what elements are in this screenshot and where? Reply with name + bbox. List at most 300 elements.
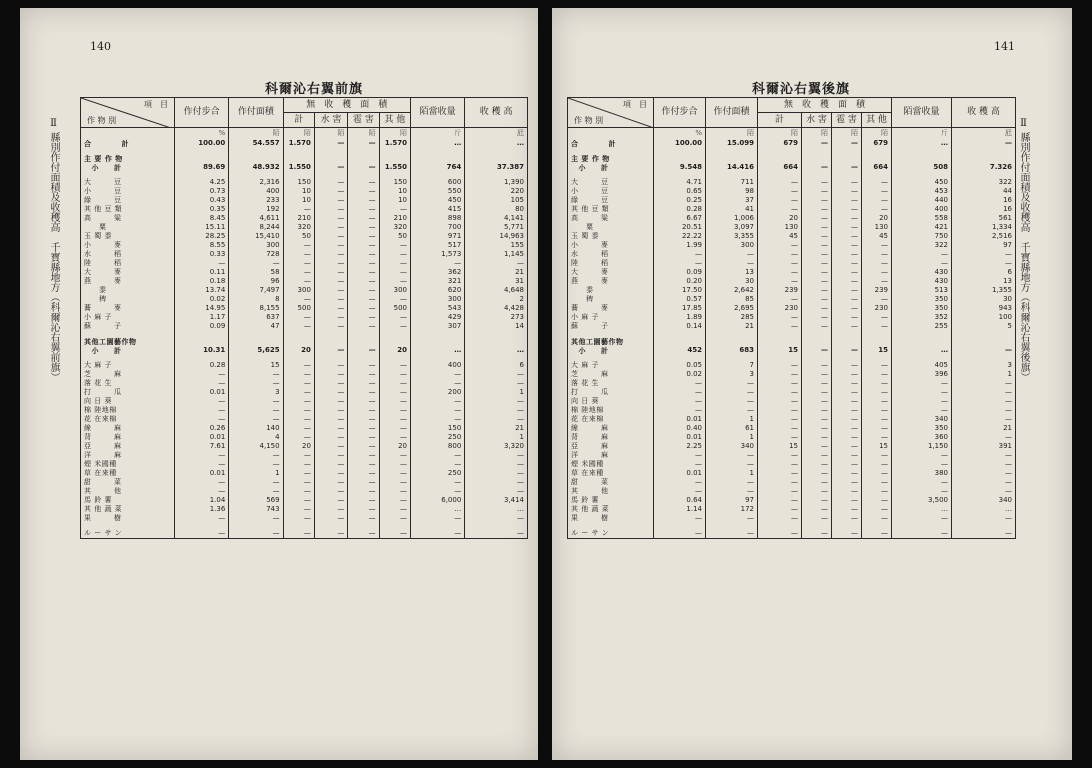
cell-crop: 6 xyxy=(465,361,528,370)
cell-crop: 100 xyxy=(952,313,1016,322)
row-label: 陸 稻 xyxy=(81,259,175,268)
cell-crop: 273 xyxy=(465,313,528,322)
cell-hail xyxy=(832,154,862,163)
table-row xyxy=(568,346,1016,355)
cell-flood: — xyxy=(314,505,347,514)
cell-flood: — xyxy=(314,415,347,424)
cell-total: — xyxy=(283,259,314,268)
cell-total: — xyxy=(758,178,802,187)
row-label: 小 計 xyxy=(81,346,175,355)
row-label: 大 豆 xyxy=(81,178,175,187)
cell-flood: — xyxy=(802,433,832,442)
cell-area: 7,497 xyxy=(229,286,283,295)
cell-hail: — xyxy=(348,214,379,223)
row-label: 背 麻 xyxy=(81,433,175,442)
cell-total: — xyxy=(758,529,802,539)
row-label: 粟 xyxy=(81,223,175,232)
cell-yield-per: — xyxy=(410,478,464,487)
cell-yield-per: 517 xyxy=(410,241,464,250)
cell-pct: 0.35 xyxy=(174,205,228,214)
row-label: 草 在來種 xyxy=(568,469,654,478)
cell-crop xyxy=(465,337,528,346)
cell-area: 47 xyxy=(229,322,283,331)
cell-area: 8 xyxy=(229,295,283,304)
cell-pct: 20.51 xyxy=(654,223,706,232)
table-row xyxy=(81,205,528,214)
cell-area: — xyxy=(229,259,283,268)
row-label: 合 計 xyxy=(568,139,654,148)
cell-area: 400 xyxy=(229,187,283,196)
header-total: 計 xyxy=(283,113,314,128)
cell-hail xyxy=(348,154,379,163)
cell-crop: … xyxy=(952,505,1016,514)
row-label: 花 在來棉 xyxy=(81,415,175,424)
cell-yield-per xyxy=(892,337,952,346)
header-flood: 水 害 xyxy=(314,113,347,128)
row-label: 合 計 xyxy=(81,139,175,148)
cell-area: 192 xyxy=(229,205,283,214)
cell-yield-per: 255 xyxy=(892,322,952,331)
cell-area: 743 xyxy=(229,505,283,514)
cell-pct: — xyxy=(174,451,228,460)
table-row xyxy=(568,361,1016,370)
cell-total: 20 xyxy=(283,442,314,451)
table-row xyxy=(568,442,1016,451)
cell-total: — xyxy=(758,370,802,379)
cell-crop: 21 xyxy=(952,424,1016,433)
cell-area: — xyxy=(229,514,283,523)
cell-other: — xyxy=(379,487,410,496)
header-crop: 收 穫 高 xyxy=(952,98,1016,128)
cell-hail: — xyxy=(832,241,862,250)
row-label: 落 花 生 xyxy=(81,379,175,388)
cell-pct: 0.01 xyxy=(174,433,228,442)
cell-pct: 0.01 xyxy=(174,388,228,397)
cell-flood: — xyxy=(314,451,347,460)
cell-other: — xyxy=(862,424,892,433)
table-row xyxy=(568,163,1016,172)
row-label: 燕 麥 xyxy=(568,277,654,286)
cell-yield-per: 3,500 xyxy=(892,496,952,505)
cell-yield-per: — xyxy=(892,487,952,496)
cell-flood: — xyxy=(314,442,347,451)
row-label: 高 粱 xyxy=(81,214,175,223)
cell-area: — xyxy=(229,487,283,496)
cell-flood: — xyxy=(802,415,832,424)
table-row xyxy=(568,178,1016,187)
cell-area: 172 xyxy=(706,505,758,514)
cell-area: — xyxy=(706,529,758,539)
cell-area: 1 xyxy=(706,469,758,478)
cell-total: — xyxy=(283,415,314,424)
cell-pct: 89.69 xyxy=(174,163,228,172)
cell-pct: — xyxy=(174,529,228,539)
cell-flood: — xyxy=(802,388,832,397)
cell-pct: 8.45 xyxy=(174,214,228,223)
row-label: ル ー サ ン xyxy=(568,529,654,539)
cell-hail: — xyxy=(832,286,862,295)
row-label: 草 在來種 xyxy=(81,469,175,478)
cell-area: 7 xyxy=(706,361,758,370)
cell-hail: — xyxy=(348,361,379,370)
table-row xyxy=(81,397,528,406)
cell-hail: — xyxy=(832,163,862,172)
cell-total: — xyxy=(758,460,802,469)
cell-pct: 1.36 xyxy=(174,505,228,514)
row-label: 水 稻 xyxy=(568,250,654,259)
cell-total: — xyxy=(758,406,802,415)
cell-other: — xyxy=(379,268,410,277)
cell-hail: — xyxy=(832,415,862,424)
cell-crop: 1,355 xyxy=(952,286,1016,295)
cell-pct: 452 xyxy=(654,346,706,355)
cell-total: — xyxy=(758,496,802,505)
table-row xyxy=(568,268,1016,277)
cell-area: — xyxy=(229,379,283,388)
cell-hail: — xyxy=(832,346,862,355)
cell-crop: — xyxy=(952,388,1016,397)
cell-total xyxy=(283,337,314,346)
table-row xyxy=(81,529,528,539)
cell-other: 1.570 xyxy=(379,139,410,148)
cell-flood: — xyxy=(314,478,347,487)
cell-other: 20 xyxy=(862,214,892,223)
row-label: 亞 麻 xyxy=(568,442,654,451)
cell-total: — xyxy=(758,388,802,397)
cell-area: — xyxy=(706,460,758,469)
cell-crop: 1 xyxy=(465,433,528,442)
cell-area: — xyxy=(229,406,283,415)
table-row xyxy=(81,337,528,346)
cell-flood: — xyxy=(802,178,832,187)
row-label: 馬 鈴 薯 xyxy=(81,496,175,505)
unit-row: % 陌 陌 陌 陌 陌 斤 瓩 xyxy=(81,128,528,140)
cell-other: — xyxy=(862,406,892,415)
row-label: 花 在來棉 xyxy=(568,415,654,424)
cell-other: — xyxy=(379,295,410,304)
cell-area: 340 xyxy=(706,442,758,451)
cell-hail: — xyxy=(832,250,862,259)
table-row xyxy=(81,514,528,523)
cell-yield-per: — xyxy=(410,415,464,424)
row-label: 馬 鈴 薯 xyxy=(568,496,654,505)
cell-hail xyxy=(832,337,862,346)
cell-total: 679 xyxy=(758,139,802,148)
cell-crop: — xyxy=(952,346,1016,355)
row-label: 線 麻 xyxy=(568,424,654,433)
cell-area: 4 xyxy=(229,433,283,442)
cell-crop: — xyxy=(952,139,1016,148)
cell-flood: — xyxy=(802,529,832,539)
cell-pct: 0.18 xyxy=(174,277,228,286)
cell-pct: — xyxy=(174,478,228,487)
cell-flood: — xyxy=(802,250,832,259)
cell-other: — xyxy=(379,460,410,469)
cell-pct: 0.14 xyxy=(654,322,706,331)
cell-hail: — xyxy=(832,361,862,370)
cell-other: — xyxy=(862,178,892,187)
cell-flood: — xyxy=(314,388,347,397)
cell-total: — xyxy=(283,268,314,277)
cell-total: 239 xyxy=(758,286,802,295)
cell-total: — xyxy=(758,514,802,523)
cell-yield-per: 1,573 xyxy=(410,250,464,259)
header-pct: 作付步合 xyxy=(654,98,706,128)
cell-hail: — xyxy=(348,424,379,433)
cell-other: — xyxy=(379,451,410,460)
cell-crop: … xyxy=(465,505,528,514)
cell-total: — xyxy=(758,469,802,478)
cell-other: — xyxy=(379,379,410,388)
cell-flood: — xyxy=(802,361,832,370)
cell-area: 41 xyxy=(706,205,758,214)
table-title: 科爾沁右翼後旗 xyxy=(752,82,851,97)
cell-flood: — xyxy=(314,397,347,406)
cell-total: 230 xyxy=(758,304,802,313)
cell-other: — xyxy=(379,277,410,286)
cell-flood: — xyxy=(314,163,347,172)
cell-crop: 31 xyxy=(465,277,528,286)
row-label: 棉 陸地棉 xyxy=(81,406,175,415)
cell-yield-per: 971 xyxy=(410,232,464,241)
cell-other: — xyxy=(379,388,410,397)
cell-yield-per: — xyxy=(892,397,952,406)
cell-yield-per: — xyxy=(410,397,464,406)
table-row xyxy=(81,286,528,295)
cell-area: — xyxy=(706,478,758,487)
table-row xyxy=(81,268,528,277)
cell-other: — xyxy=(379,250,410,259)
cell-total: — xyxy=(283,529,314,539)
cell-pct: — xyxy=(654,406,706,415)
cell-hail: — xyxy=(348,268,379,277)
cell-hail: — xyxy=(348,406,379,415)
cell-other xyxy=(379,154,410,163)
header-harvestless: 無 收 穫 面 積 xyxy=(283,98,410,113)
cell-total: — xyxy=(758,397,802,406)
cell-total: — xyxy=(283,478,314,487)
cell-total: — xyxy=(283,469,314,478)
cell-pct: 100.00 xyxy=(654,139,706,148)
table-row xyxy=(81,313,528,322)
cell-area: 30 xyxy=(706,277,758,286)
cell-flood: — xyxy=(802,286,832,295)
cell-hail: — xyxy=(832,313,862,322)
cell-crop: — xyxy=(465,451,528,460)
cell-yield-per: — xyxy=(892,478,952,487)
cell-total: — xyxy=(283,295,314,304)
cell-yield-per: … xyxy=(410,139,464,148)
row-label: 煙 米國種 xyxy=(81,460,175,469)
cell-other: — xyxy=(379,397,410,406)
cell-other: — xyxy=(862,268,892,277)
cell-flood: — xyxy=(802,379,832,388)
cell-pct: — xyxy=(174,487,228,496)
cell-yield-per: 508 xyxy=(892,163,952,172)
cell-total: — xyxy=(283,433,314,442)
margin-note: Ⅱ 縣別作付面積及收穫高 千寳縣地方（科爾沁右翼後旗） xyxy=(1018,118,1029,383)
cell-other: 320 xyxy=(379,223,410,232)
cell-crop: … xyxy=(465,139,528,148)
row-label: 粟 xyxy=(568,223,654,232)
cell-other: 50 xyxy=(379,232,410,241)
cell-total: — xyxy=(283,496,314,505)
cell-yield-per: — xyxy=(410,529,464,539)
cell-pct: 9.548 xyxy=(654,163,706,172)
cell-hail: — xyxy=(348,529,379,539)
table-row xyxy=(568,205,1016,214)
cell-crop: 322 xyxy=(952,178,1016,187)
cell-other: — xyxy=(862,322,892,331)
cell-total: — xyxy=(758,487,802,496)
cell-total: — xyxy=(758,361,802,370)
cell-yield-per xyxy=(410,337,464,346)
cell-other xyxy=(379,337,410,346)
cell-flood: — xyxy=(314,250,347,259)
cell-crop: 391 xyxy=(952,442,1016,451)
cell-yield-per: — xyxy=(410,451,464,460)
row-label: 果 樹 xyxy=(568,514,654,523)
cell-yield-per: — xyxy=(410,514,464,523)
cell-pct: — xyxy=(174,397,228,406)
row-label: 其他工園藝作物 xyxy=(81,337,175,346)
cell-crop: 37.387 xyxy=(465,163,528,172)
cell-crop: 30 xyxy=(952,295,1016,304)
cell-total: — xyxy=(283,424,314,433)
table-row xyxy=(568,406,1016,415)
cell-total: 320 xyxy=(283,223,314,232)
cell-pct: — xyxy=(654,514,706,523)
cell-hail: — xyxy=(832,460,862,469)
row-label: 洋 麻 xyxy=(568,451,654,460)
cell-area: 300 xyxy=(706,241,758,250)
cell-flood: — xyxy=(802,313,832,322)
header-yield-per: 陌當收量 xyxy=(410,98,464,128)
cell-other: — xyxy=(862,415,892,424)
cell-crop: — xyxy=(952,415,1016,424)
cell-crop: 105 xyxy=(465,196,528,205)
row-label: 打 瓜 xyxy=(81,388,175,397)
cell-pct: 1.99 xyxy=(654,241,706,250)
cell-yield-per: 1,150 xyxy=(892,442,952,451)
cell-total: — xyxy=(283,487,314,496)
cell-hail: — xyxy=(348,496,379,505)
row-label: 線 麻 xyxy=(81,424,175,433)
cell-other: — xyxy=(379,241,410,250)
cell-flood: — xyxy=(802,346,832,355)
row-label: 小 計 xyxy=(568,163,654,172)
table-row xyxy=(568,139,1016,148)
row-label: 芝 麻 xyxy=(568,370,654,379)
cell-yield-per: — xyxy=(892,379,952,388)
row-label: 洋 麻 xyxy=(81,451,175,460)
cell-crop: — xyxy=(465,514,528,523)
cell-crop: — xyxy=(952,460,1016,469)
cell-yield-per: 800 xyxy=(410,442,464,451)
cell-flood: — xyxy=(802,205,832,214)
cell-pct: — xyxy=(654,478,706,487)
cell-hail: — xyxy=(348,397,379,406)
row-label: 黍 xyxy=(81,286,175,295)
cell-hail: — xyxy=(348,322,379,331)
cell-hail: — xyxy=(348,415,379,424)
cell-pct: 28.25 xyxy=(174,232,228,241)
table-row xyxy=(568,505,1016,514)
table-row xyxy=(81,460,528,469)
cell-pct: — xyxy=(654,250,706,259)
row-label: 大 豆 xyxy=(568,178,654,187)
cell-total: — xyxy=(283,250,314,259)
cell-total: — xyxy=(758,424,802,433)
cell-crop: 4,428 xyxy=(465,304,528,313)
cell-yield-per: 764 xyxy=(410,163,464,172)
cell-area: 5,625 xyxy=(229,346,283,355)
cell-other: — xyxy=(379,415,410,424)
table-row xyxy=(81,277,528,286)
cell-total: — xyxy=(283,379,314,388)
cell-hail: — xyxy=(348,163,379,172)
cell-other: — xyxy=(379,469,410,478)
cell-area: 233 xyxy=(229,196,283,205)
cell-other: — xyxy=(379,424,410,433)
cell-yield-per: … xyxy=(892,346,952,355)
cell-hail: — xyxy=(832,505,862,514)
header-area: 作付面積 xyxy=(706,98,758,128)
table-row xyxy=(568,241,1016,250)
cell-pct: 0.01 xyxy=(174,469,228,478)
cell-other: 10 xyxy=(379,196,410,205)
cell-pct: 22.22 xyxy=(654,232,706,241)
cell-crop: 4,648 xyxy=(465,286,528,295)
cell-flood: — xyxy=(314,187,347,196)
cell-flood: — xyxy=(802,187,832,196)
cell-area: 85 xyxy=(706,295,758,304)
table-row xyxy=(568,196,1016,205)
cell-pct: 0.43 xyxy=(174,196,228,205)
cell-other: — xyxy=(379,205,410,214)
cell-hail: — xyxy=(348,295,379,304)
cell-total: — xyxy=(283,388,314,397)
cell-total: — xyxy=(283,313,314,322)
cell-hail: — xyxy=(348,223,379,232)
cell-yield-per: — xyxy=(410,259,464,268)
cell-pct: 1.89 xyxy=(654,313,706,322)
cell-yield-per: 600 xyxy=(410,178,464,187)
table-row xyxy=(568,337,1016,346)
cell-area: 4,611 xyxy=(229,214,283,223)
row-label: 綠 豆 xyxy=(81,196,175,205)
cell-yield-per: — xyxy=(410,406,464,415)
cell-hail: — xyxy=(832,232,862,241)
cell-flood: — xyxy=(802,139,832,148)
table-row xyxy=(81,487,528,496)
page-number: 140 xyxy=(90,40,111,53)
cell-crop: 1,334 xyxy=(952,223,1016,232)
cell-area: 61 xyxy=(706,424,758,433)
cell-crop: 21 xyxy=(465,268,528,277)
cell-flood: — xyxy=(314,178,347,187)
cell-other: 210 xyxy=(379,214,410,223)
cell-crop: — xyxy=(465,397,528,406)
cell-total: — xyxy=(758,478,802,487)
cell-flood: — xyxy=(314,277,347,286)
cell-flood: — xyxy=(802,304,832,313)
cell-hail: — xyxy=(348,187,379,196)
row-label: 其 他 豆 類 xyxy=(568,205,654,214)
cell-area: 15,410 xyxy=(229,232,283,241)
table-row xyxy=(81,322,528,331)
cell-pct: — xyxy=(654,388,706,397)
